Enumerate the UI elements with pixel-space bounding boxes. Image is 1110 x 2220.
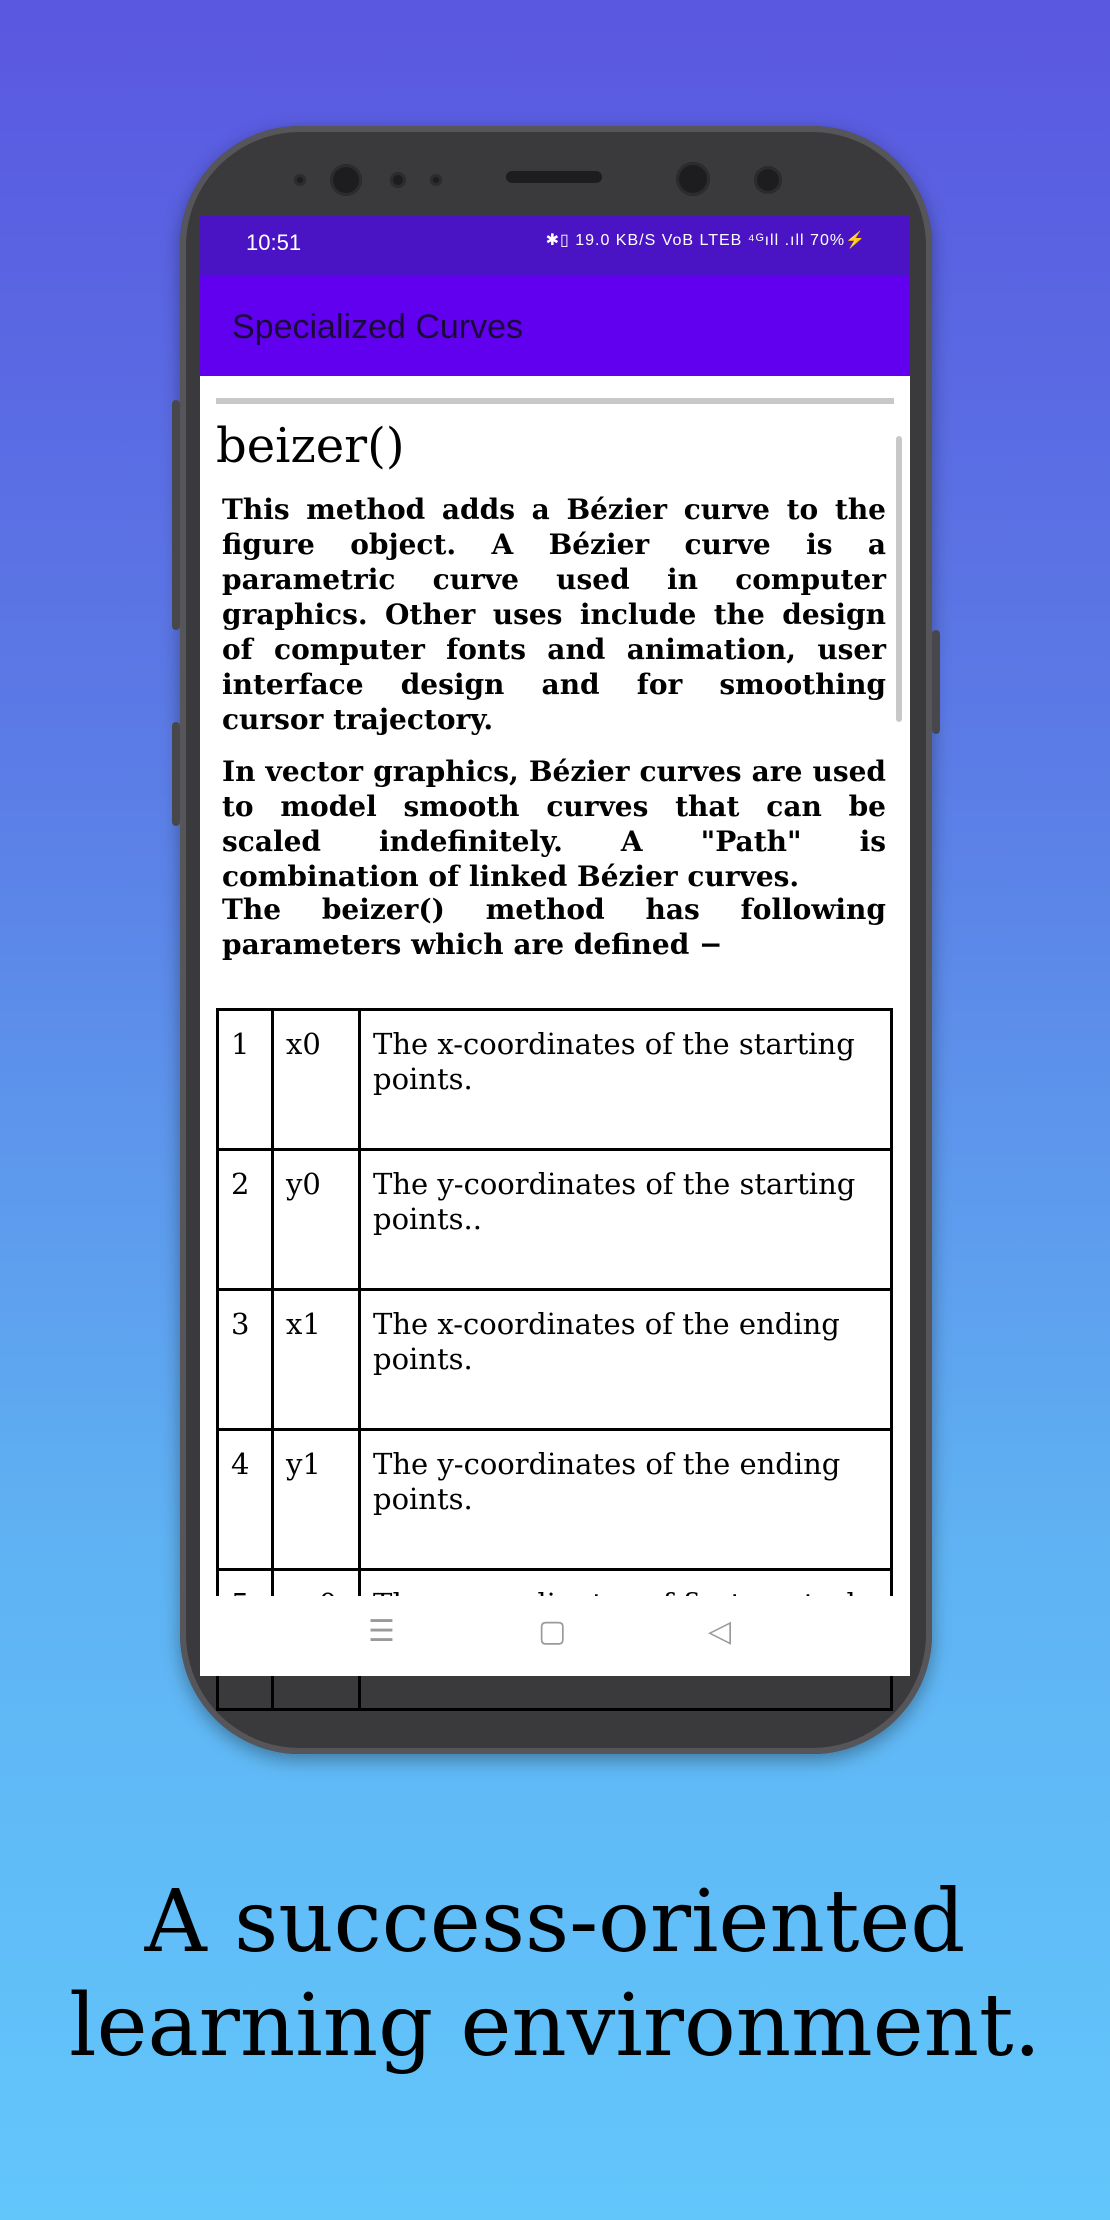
- table-row: [218, 1010, 892, 1150]
- recents-icon[interactable]: ☰: [368, 1614, 395, 1649]
- status-icons: ✱▯ 19.0 KB/S VoB LTEB ⁴ᴳıll .ıll 70%⚡: [545, 232, 866, 249]
- power-button: [932, 630, 940, 734]
- iris-led-icon: [754, 166, 782, 194]
- param-number: 4: [218, 1430, 273, 1570]
- param-name: x1: [273, 1290, 360, 1430]
- app-title: Specialized Curves: [232, 308, 524, 346]
- home-icon[interactable]: ▢: [538, 1614, 567, 1649]
- paragraph-vector: In vector graphics, Bézier curves are used to model smooth curves that can be scaled indefinitely. A "Path" is combination of linked Bézier curves.: [222, 755, 886, 893]
- volume-button: [172, 400, 180, 630]
- scrollbar[interactable]: [896, 436, 902, 722]
- app-bar: [200, 276, 910, 376]
- param-description: The x-coordinates of the starting points.: [360, 1010, 892, 1150]
- proximity-sensor-icon: [294, 174, 306, 186]
- front-camera-icon: [330, 164, 362, 196]
- table-row: [218, 1290, 892, 1430]
- paragraph-intro: This method adds a Bézier curve to the figure object. A Bézier curve is a parametric curve used in computer graphics. Other uses include the design of computer fonts and animation, user interface design and for smoothing cursor trajectory.: [222, 493, 886, 736]
- tagline-line-1: A success-oriented: [144, 1872, 966, 1972]
- divider: [216, 398, 894, 404]
- bixby-button: [172, 722, 180, 826]
- param-number: 1: [218, 1010, 273, 1150]
- table-row: [218, 1430, 892, 1570]
- tagline-line-2: learning environment.: [69, 1976, 1041, 2076]
- param-name: x0: [273, 1010, 360, 1150]
- paragraph-params-intro: The beizer() method has following parameters which are defined −: [222, 893, 886, 961]
- article-content[interactable]: [200, 376, 910, 1516]
- status-bar: [200, 216, 910, 276]
- table-row: [218, 1150, 892, 1290]
- param-number: 3: [218, 1290, 273, 1430]
- param-name: y1: [273, 1430, 360, 1570]
- navigation-bar: [200, 1596, 910, 1676]
- promo-tagline: [0, 1870, 1110, 2078]
- param-name: y0: [273, 1150, 360, 1290]
- back-icon[interactable]: ◁: [708, 1614, 732, 1649]
- param-description: The y-coordinates of the ending points.: [360, 1430, 892, 1570]
- article-heading: beizer(): [216, 418, 405, 474]
- earpiece-speaker: [506, 171, 602, 183]
- phone-screen: [200, 216, 910, 1676]
- sensor-dot-icon: [430, 174, 442, 186]
- param-description: The x-coordinates of the ending points.: [360, 1290, 892, 1430]
- status-time: 10:51: [246, 230, 302, 255]
- iris-camera-icon: [676, 162, 710, 196]
- param-number: 2: [218, 1150, 273, 1290]
- param-description: The y-coordinates of the starting points..: [360, 1150, 892, 1290]
- sensor-dot-icon: [390, 172, 406, 188]
